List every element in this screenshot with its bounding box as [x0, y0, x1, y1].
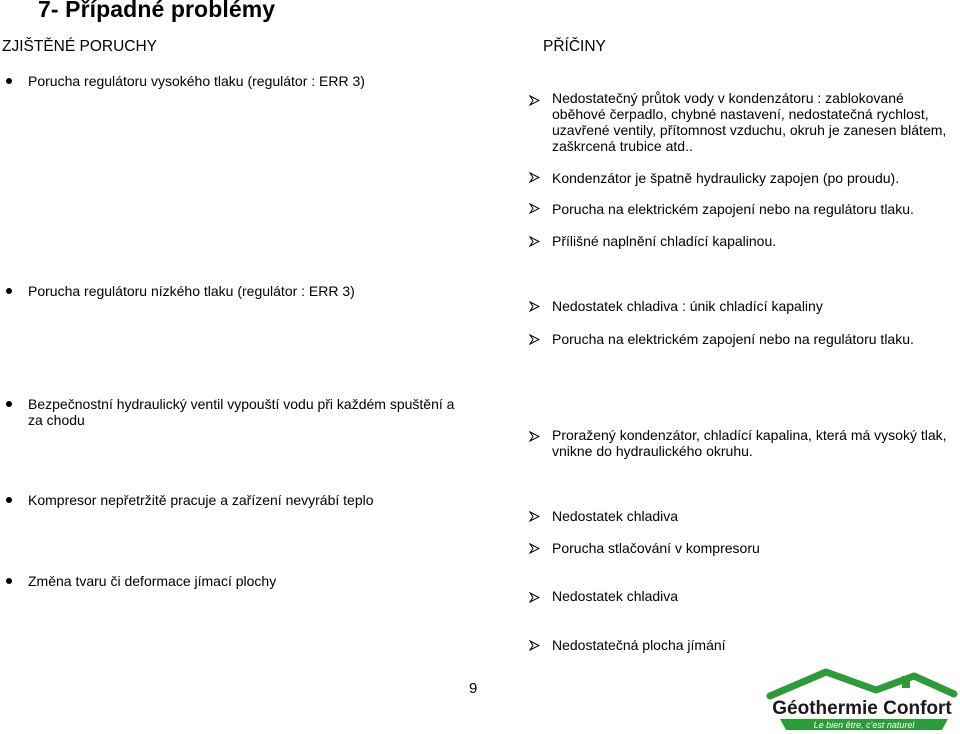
arrow-bullet-icon	[529, 172, 540, 183]
problem-text: Porucha regulátoru vysokého tlaku (regulátor : ERR 3)	[28, 73, 365, 89]
arrow-bullet-icon	[529, 592, 540, 603]
problem-text: Porucha regulátoru nízkého tlaku (regulátor : ERR 3)	[28, 283, 355, 299]
logo-tagline: Le bien être, c'est naturel	[813, 720, 915, 730]
arrow-bullet-icon	[529, 301, 540, 312]
column-header-problems: ZJIŠTĚNÉ PORUCHY	[2, 38, 158, 55]
cause-text: Porucha na elektrickém zapojení nebo na regulátoru tlaku.	[552, 331, 914, 347]
bullet-dot-icon	[6, 578, 12, 584]
page-title: 7- Případné problémy	[38, 0, 276, 22]
bullet-dot-icon	[6, 497, 12, 503]
arrow-bullet-icon	[529, 543, 540, 554]
logo-name: Géothermie Confort	[772, 698, 952, 719]
cause-text: Proražený kondenzátor, chladící kapalina, která má vysoký tlak, vnikne do hydraulického okruhu.	[552, 427, 947, 459]
cause-text: Kondenzátor je špatně hydraulicky zapojen (po proudu).	[552, 170, 900, 186]
bullet-dot-icon	[6, 288, 12, 294]
arrow-bullet-icon	[529, 203, 540, 214]
page-number: 9	[469, 680, 478, 697]
cause-text: Přílišné naplnění chladící kapalinou.	[552, 233, 777, 249]
geothermie-confort-logo	[764, 664, 960, 734]
cause-text: Nedostatek chladiva : únik chladící kapaliny	[552, 298, 823, 314]
problem-text: Bezpečnostní hydraulický ventil vypouští vodu při každém spuštění a za chodu	[28, 396, 455, 428]
roof-icon	[770, 672, 954, 696]
cause-text: Porucha stlačování v kompresoru	[552, 540, 760, 556]
arrow-bullet-icon	[529, 334, 540, 345]
cause-text: Nedostatek chladiva	[552, 508, 679, 524]
bullet-dot-icon	[6, 401, 12, 407]
bullet-dot-icon	[6, 78, 12, 84]
arrow-bullet-icon	[529, 511, 540, 522]
cause-text: Nedostatek chladiva	[552, 588, 679, 604]
cause-text: Porucha na elektrickém zapojení nebo na regulátoru tlaku.	[552, 201, 914, 217]
cause-text: Nedostatečná plocha jímání	[552, 637, 726, 653]
arrow-bullet-icon	[529, 95, 540, 106]
cause-text: Nedostatečný průtok vody v kondenzátoru : zablokované oběhové čerpadlo, chybné nastavení, nedostatečná rychlost, uzavřené ventily, přítomnost vzduchu, okruh je zanesen blátem, zaškrcená trubice atd..	[552, 90, 947, 154]
arrow-bullet-icon	[529, 236, 540, 247]
arrow-bullet-icon	[529, 431, 540, 442]
column-header-causes: PŘÍČINY	[543, 38, 606, 55]
problem-text: Změna tvaru či deformace jímací plochy	[28, 573, 277, 589]
problem-text: Kompresor nepřetržitě pracuje a zařízení nevyrábí teplo	[28, 492, 374, 508]
arrow-bullet-icon	[529, 640, 540, 651]
